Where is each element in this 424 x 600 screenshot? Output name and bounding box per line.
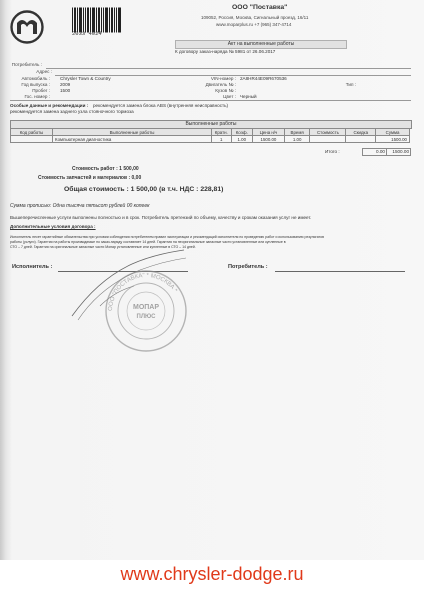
- document-title: Акт на выполненные работы: [227, 41, 295, 47]
- company-name: ООО "Поставка": [232, 4, 288, 11]
- document-subtitle: К договору заказ-наряда № 5981 от 26.06.2017: [175, 49, 276, 54]
- engine-label: Двигатель № :: [205, 82, 236, 87]
- col-mult: Кратн.: [212, 129, 231, 136]
- amount-in-words: Сумма прописью: Одна тысяча пятьсот рублей 00 копеек: [10, 203, 150, 209]
- company-contacts: www.moparplus.ru +7 (965) 347-4714: [216, 22, 292, 27]
- special-notes-label: Особые данные и рекомендации :: [10, 103, 89, 108]
- car-value: Chrysler Town & Country: [60, 76, 111, 81]
- year-label: Год выпуска :: [21, 82, 50, 87]
- col-rate: Цена н/ч: [253, 129, 285, 136]
- consumer-signature-label: Потребитель :: [228, 264, 268, 270]
- total-label: Итого :: [325, 149, 340, 154]
- total-sum: 1500.00: [386, 148, 411, 156]
- barcode-number: 2033 4024: [72, 30, 102, 37]
- address-label: Адрес :: [36, 69, 52, 74]
- vin-label: VIN-номер :: [210, 76, 236, 81]
- warranty-line-1: Исполнитель несет гарантийные обязательства при условии соблюдения потребителем правил эксплуатации и рекомендаций исполнителя по проведению работ и использованию результатов: [10, 235, 324, 239]
- col-coef: Коэф.: [231, 129, 253, 136]
- total-discount: 0.00: [362, 148, 387, 156]
- mileage-value: 1500: [60, 88, 71, 93]
- company-address: 109052, Россия, Москва, Сигнальный проезд, 16/11: [201, 15, 309, 20]
- works-table-header: [11, 129, 410, 136]
- color-value: Черный: [240, 94, 257, 99]
- car-label: Автомобиль :: [21, 76, 50, 81]
- site-watermark: www.chrysler-dodge.ru: [120, 564, 304, 584]
- body-label: Кузов № :: [215, 88, 236, 93]
- completion-statement: Вышеперечисленные услуги выполнены полностью и в срок. Потребитель претензий по объему, качеству и срокам оказания услуг не имеет.: [10, 215, 312, 220]
- year-value: 2009: [60, 82, 71, 87]
- work-cost: Стоимость работ : 1 500,00: [72, 166, 139, 172]
- mileage-label: Пробег :: [32, 88, 50, 93]
- stamp-center-line-2: ПЛЮС: [136, 314, 156, 320]
- grand-total: Общая стоимость : 1 500,00 (в т.ч. НДС : 228,81): [64, 186, 224, 193]
- plate-label: Гос. номер :: [24, 94, 50, 99]
- color-label: Цвет :: [223, 94, 236, 99]
- table-row: Компьютерная диагностика 1 1.00 1500.00 1.00 1500.00: [11, 136, 410, 143]
- col-work: Выполненные работы: [53, 129, 212, 136]
- company-stamp: [103, 268, 189, 354]
- document-title-bar: [175, 40, 347, 49]
- col-cost: Стоимость: [310, 129, 346, 136]
- warranty-line-2: работы (услуги). Гарантия на работы производимые по заказ-наряду составляет 14 дней. Гарантия на неоригинальные запасные части установленные или купленные в: [10, 240, 286, 244]
- mopar-logo-icon: [10, 10, 44, 44]
- special-notes-text: рекомендуется замена блока ABS (внутренняя неисправность): [93, 103, 229, 108]
- parts-cost: Стоимость запчастей и материалов : 0,00: [38, 175, 142, 181]
- warranty-line-3: СТО – 7 дней. Гарантия на оригинальные запасные части Мопар установленные или купленные в СТО – 14 дней.: [10, 245, 196, 249]
- type-label: Тип :: [345, 82, 356, 87]
- executor-signature-label: Исполнитель :: [12, 264, 53, 270]
- col-code: Код работы: [11, 129, 53, 136]
- works-section-title: Выполненные работы: [10, 120, 412, 129]
- col-time: Время: [284, 129, 310, 136]
- consumer-label: Потребитель :: [11, 62, 42, 67]
- stamp-center-line-1: МОПАР: [132, 304, 160, 311]
- special-notes-text-2: рекомендуется замена заднего узла стояночного тормоза: [10, 109, 134, 114]
- stamp-ring-text: ООО "ПОСТАВКА" * МОСКВА *: [107, 272, 178, 312]
- col-discount: Скидка: [346, 129, 376, 136]
- vin-value: 2A8HR44E09R670536: [240, 76, 287, 81]
- works-table: [10, 128, 410, 143]
- col-sum: Сумма: [376, 129, 410, 136]
- extra-terms-label: Дополнительные условия договора :: [10, 224, 96, 229]
